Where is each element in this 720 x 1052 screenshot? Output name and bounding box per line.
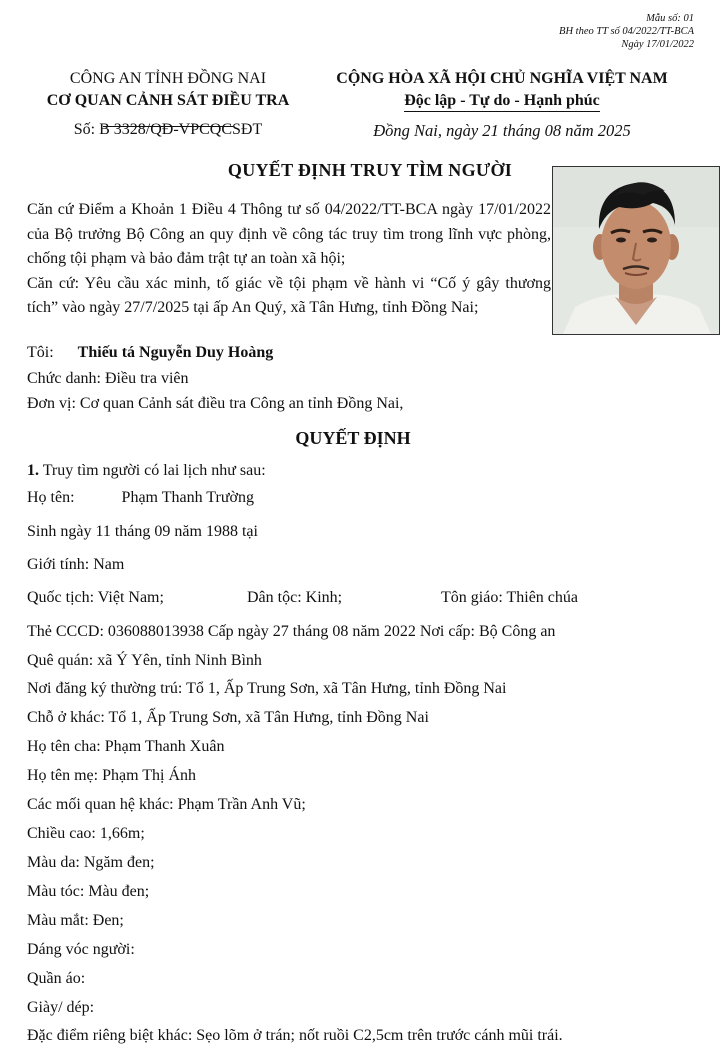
person-eyes: Màu mắt: Đen; (27, 912, 124, 929)
person-name: Phạm Thanh Trường (121, 489, 254, 506)
person-nationality: Quốc tịch: Việt Nam; (27, 589, 164, 606)
form-code (559, 12, 694, 51)
form-code-line: Ngày 17/01/2022 (621, 39, 694, 50)
decision-heading: QUYẾT ĐỊNH (295, 428, 411, 448)
document-number: Số: B 3328/QĐ-VPCQCSĐT (73, 121, 263, 138)
person-name-line (27, 489, 254, 507)
person-hair: Màu tóc: Màu đen; (27, 883, 150, 900)
country-name: CỘNG HÒA XÃ HỘI CHỦ NGHĨA VIỆT NAM (336, 70, 668, 87)
form-code-line: BH theo TT số 04/2022/TT-BCA (559, 26, 694, 37)
national-motto: Độc lập - Tự do - Hạnh phúc (404, 91, 600, 112)
person-build: Dáng vóc người: (27, 941, 135, 958)
person-permanent-residence: Nơi đăng ký thường trú: Tổ 1, Ấp Trung Sơn, xã Tân Hưng, tỉnh Đồng Nai (27, 680, 507, 697)
parent-agency: CÔNG AN TỈNH ĐỒNG NAI (69, 70, 267, 87)
legal-basis-2: Căn cứ: Yêu cầu xác minh, tố giác về tội phạm về hành vi “Cố ý gây thương tích” vào ngày 27/7/2025 tại ấp An Quý, xã Tân Hưng, tỉnh Đồng Nai; (27, 274, 551, 316)
person-distinguishing-marks: Đặc điểm riêng biệt khác: Sẹo lõm ở trán; nốt ruồi C2,5cm trên trước cánh mũi trái. (27, 1027, 563, 1044)
portrait-image (553, 167, 719, 334)
person-ethnicity: Dân tộc: Kinh; (247, 589, 343, 606)
legal-basis (27, 198, 551, 321)
person-id-card: Thẻ CCCD: 036088013938 Cấp ngày 27 tháng 08 năm 2022 Nơi cấp: Bộ Công an (27, 623, 556, 640)
person-hometown: Quê quán: xã Ý Yên, tỉnh Ninh Bình (27, 652, 262, 669)
person-relations: Các mối quan hệ khác: Phạm Trần Anh Vũ; (27, 796, 306, 813)
place-and-date: Đồng Nai, ngày 21 tháng 08 năm 2025 (373, 121, 631, 140)
form-code-line: Mẫu số: 01 (646, 13, 694, 24)
person-mother: Họ tên mẹ: Phạm Thị Ánh (27, 767, 197, 784)
person-father: Họ tên cha: Phạm Thanh Xuân (27, 738, 225, 755)
officer-unit: Đơn vị: Cơ quan Cảnh sát điều tra Công an tỉnh Đồng Nai, (27, 395, 404, 412)
person-name-label: Họ tên: (27, 489, 75, 506)
officer-line (27, 344, 273, 362)
decision-item-1 (27, 462, 266, 480)
person-religion: Tôn giáo: Thiên chúa (441, 589, 578, 606)
officer-position: Chức danh: Điều tra viên (27, 370, 189, 387)
officer-label: Tôi: (27, 344, 54, 361)
legal-basis-1: Căn cứ Điểm a Khoản 1 Điều 4 Thông tư số 04/2022/TT-BCA ngày 17/01/2022 của Bộ trưởng Bộ Công an quy định về công tác truy tìm trong lĩnh vực phòng, chống tội phạm và bảo đảm trật tự an toàn xã hội; (27, 201, 551, 267)
person-height: Chiều cao: 1,66m; (27, 825, 145, 842)
person-clothes: Quần áo: (27, 970, 86, 987)
officer-name: Thiếu tá Nguyễn Duy Hoàng (77, 344, 274, 361)
suspect-photo (552, 166, 720, 335)
person-other-residence: Chỗ ở khác: Tổ 1, Ấp Trung Sơn, xã Tân Hưng, tỉnh Đồng Nai (27, 709, 429, 726)
document-title: QUYẾT ĐỊNH TRUY TÌM NGƯỜI (227, 160, 513, 180)
person-dob: Sinh ngày 11 tháng 09 năm 1988 tại (27, 523, 258, 540)
item-text: Truy tìm người có lai lịch như sau: (42, 462, 266, 479)
person-skin: Màu da: Ngăm đen; (27, 854, 155, 871)
person-shoes: Giày/ dép: (27, 999, 95, 1016)
agency-name: CƠ QUAN CẢNH SÁT ĐIỀU TRA (46, 92, 290, 109)
person-gender: Giới tính: Nam (27, 556, 125, 573)
item-number: 1. (27, 462, 39, 479)
national-header-block (312, 68, 692, 112)
